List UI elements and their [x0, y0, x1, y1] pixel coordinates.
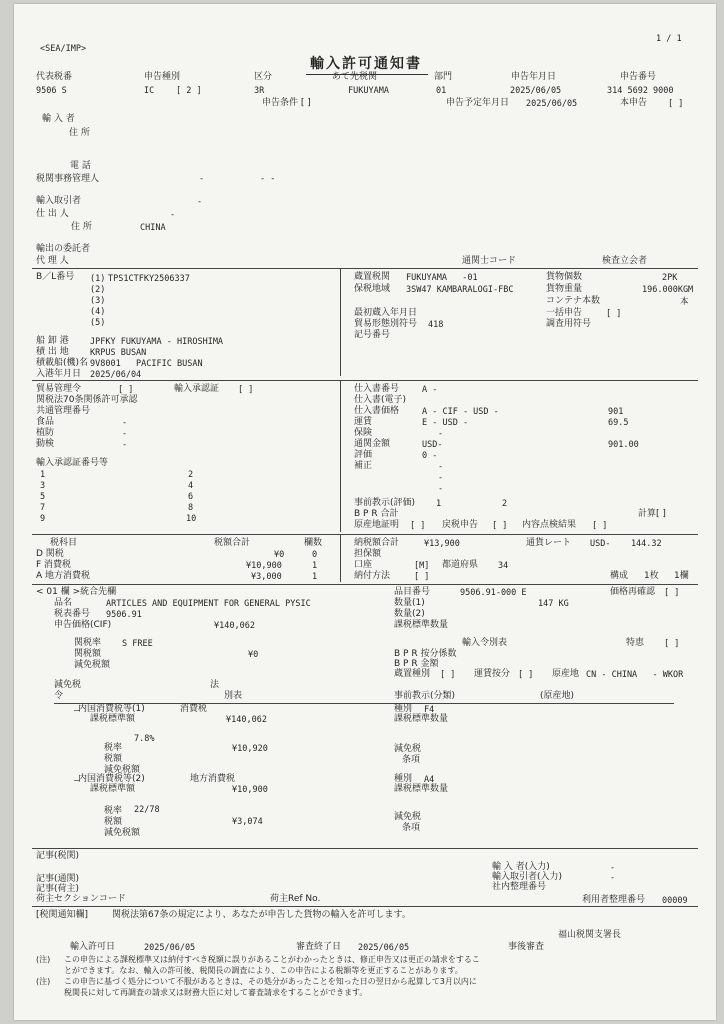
section-divider-item: [32, 584, 698, 585]
user-ref-value: 00009: [662, 896, 688, 906]
trade-control-label: 貿易管理令: [36, 384, 82, 394]
ctax-kind-label: 種別: [394, 704, 413, 714]
importer-phone-label: 電 話: [70, 161, 91, 171]
order-label: 令: [54, 691, 64, 701]
quantity2-label: 数量(2): [394, 609, 425, 619]
bonded-area-label: 保税地域: [354, 284, 391, 294]
insurance-dash: -: [438, 429, 444, 439]
document-title: 輸入許可通知書: [310, 56, 422, 72]
shipper-address-label: 住 所: [71, 222, 92, 232]
decl-type-bracket: [ 2 ]: [176, 86, 202, 96]
ltax-header: 内国消費税等(2): [78, 774, 145, 784]
trade-control-value: [ ]: [118, 385, 134, 395]
ctax-rate-label: 税率: [104, 743, 123, 753]
import-approval-label: 輸入承認証: [174, 384, 220, 394]
ctax-amount-label: 税額: [104, 754, 123, 764]
discharge-port-value: JPFKY FUKUYAMA - HIROSHIMA: [90, 337, 224, 347]
collateral-label: 担保額: [354, 549, 382, 559]
trade-type-value: 418: [428, 320, 444, 330]
note1-line1: この申告による課税標準又は納付すべき税額に誤りがあることがわかったときは、修正申告又は更正の請求をするこ: [64, 955, 480, 964]
ctax-clause-label: 条項: [402, 755, 421, 765]
law-label: 法: [210, 680, 220, 690]
rep-tariff-value: 9506 S: [36, 86, 67, 96]
declared-value-amount: ¥140,062: [214, 621, 255, 631]
article70-label: 関税法70条関係許可承認: [36, 395, 138, 405]
approval-slot-7: 7: [40, 503, 46, 513]
bl-index-1: (1): [90, 274, 106, 284]
drawback-value: [ ]: [492, 521, 508, 531]
appendix-label: 別表: [224, 691, 243, 701]
shipper-label: 仕 出 人: [36, 209, 69, 219]
product-name-label: 品名: [54, 598, 73, 608]
internal-ref-label: 社内整理番号: [492, 882, 547, 892]
ltax-name: 地方消費税: [190, 774, 236, 784]
customs-amount-value: 901.00: [608, 440, 639, 450]
ctax-exemption-label: 減免税額: [104, 765, 141, 775]
vessel-value: 9V8001 PACIFIC BUSAN: [90, 359, 203, 369]
advance-ruling-class-label: 事前教示(分類): [394, 691, 456, 701]
division-label: 部門: [434, 72, 453, 82]
post-audit-label: 事後審査: [508, 942, 545, 952]
prefecture-label: 都道府県: [442, 560, 479, 570]
arrival-date-value: 2025/06/04: [90, 370, 142, 380]
local-tax-amount: ¥3,000: [251, 572, 282, 582]
bl-index-5: (5): [90, 318, 106, 328]
preference-value: [ ]: [664, 639, 680, 649]
valuation-label: 評価: [354, 450, 373, 460]
ctax-kind-value: F4: [424, 705, 435, 715]
customs-amount-currency: USD-: [422, 440, 443, 450]
inspector-label: 検査立会者: [602, 256, 648, 266]
approval-slot-6: 6: [188, 492, 194, 502]
freight-value: 69.5: [608, 418, 629, 428]
bl-index-3: (3): [90, 296, 106, 306]
main-decl-label: 本申告: [620, 98, 648, 108]
exchange-rate-value: USD- 144.32: [590, 539, 662, 549]
duty-amount-value: ¥0: [248, 650, 259, 660]
planned-date-label: 申告予定年月日: [446, 98, 510, 108]
item-code-value: 9506.91-000 E: [460, 588, 527, 598]
import-approval-value: [ ]: [238, 385, 254, 395]
decl-number-value: 314 5692 9000: [607, 86, 674, 96]
survey-code-label: 調査用符号: [546, 319, 592, 329]
adjustment-dash-1: -: [438, 462, 444, 472]
ltax-kind-label: 種別: [394, 774, 413, 784]
freight-allocation-label: 運賃按分: [474, 669, 511, 679]
declared-value-label: 申告価格(CIF): [54, 620, 112, 630]
ltax-base-label: 課税標準額: [90, 784, 136, 794]
note2-marker: (注): [36, 977, 51, 986]
permits-column-divider: [340, 380, 341, 532]
price-recheck-value: [ ]: [664, 588, 680, 598]
advance-ruling-1: 1: [436, 499, 442, 509]
bpr-coefficient-label: B P R 按分係数: [394, 649, 457, 659]
bl-index-4: (4): [90, 307, 106, 317]
food-dash: -: [122, 418, 128, 428]
bl-index-2: (2): [90, 285, 106, 295]
duty-rate-label: 関税率: [74, 638, 102, 648]
adjustment-label: 補正: [354, 461, 373, 471]
note1-marker: (注): [36, 955, 51, 964]
plant-quarantine-dash: -: [122, 429, 128, 439]
broker-remarks-label: 記事(通関): [36, 874, 80, 884]
origin-value: CN - CHINA - WKOR: [586, 670, 684, 680]
ctax-base-label: 課税標準額: [90, 714, 136, 724]
bulk-decl-label: 一括申告: [546, 308, 583, 318]
duty-rate-value: S FREE: [122, 639, 153, 649]
category-value: 3R: [254, 86, 265, 96]
tax-payable-label: 納税額合計: [354, 538, 400, 548]
trader-dash: -: [197, 197, 203, 207]
item-section-divider: [54, 703, 674, 704]
inspection-result-value: [ ]: [592, 521, 608, 531]
advance-ruling-label: 事前教示(評価): [354, 498, 416, 508]
packages-label: 貨物個数: [546, 272, 583, 282]
decl-type-label: 申告種別: [144, 72, 181, 82]
price-recheck-label: 価格再確認: [610, 587, 656, 597]
division-value: 01: [436, 86, 447, 96]
ltax-amount-value: ¥3,074: [232, 817, 263, 827]
decl-number-label: 申告番号: [620, 72, 657, 82]
trader-label: 輸入取引者: [36, 196, 82, 206]
category-label: 区分: [254, 72, 273, 82]
valuation-value: 0 -: [422, 451, 438, 461]
preference-label: 特恵: [626, 638, 645, 648]
quantity1-value: 147 KG: [538, 599, 569, 609]
export-consignor-label: 輸出の委託者: [36, 244, 91, 254]
ctax-header: 内国消費税等(1): [78, 704, 145, 714]
invoice-price-value: 901: [608, 407, 624, 417]
container-count-unit: 本: [680, 297, 689, 307]
packages-value: 2PK: [662, 273, 678, 283]
invoice-electronic-label: 仕入書(電子): [354, 395, 407, 405]
weight-label: 貨物重量: [546, 284, 583, 294]
common-mgmt-label: 共通管理番号: [36, 406, 91, 416]
ltax-amount-label: 税額: [104, 817, 123, 827]
consumption-tax-label: F 消費税: [36, 560, 72, 570]
adjustment-dash-2: -: [438, 473, 444, 483]
item-code-label: 品目番号: [394, 587, 431, 597]
customs-remarks-label: 記事(税関): [36, 851, 80, 861]
bl-label: B／L番号: [36, 272, 75, 282]
broker-code-label: 通関士コード: [462, 256, 517, 266]
ctax-base-value: ¥140,062: [226, 715, 267, 725]
storage-type-value: [ ]: [440, 670, 456, 680]
animal-quarantine-dash: -: [122, 440, 128, 450]
approval-slot-4: 4: [188, 481, 194, 491]
product-name-value: ARTICLES AND EQUIPMENT FOR GENERAL PYSIC: [106, 599, 311, 609]
section-divider-permits: [32, 380, 698, 381]
rep-tariff-label: 代表税番: [36, 72, 73, 82]
import-order-label: 輸入令別表: [462, 638, 508, 648]
storage-customs-label: 蔵置税関: [354, 272, 391, 282]
bpr-total-label: B P R 合計: [354, 509, 399, 519]
origin-label: 原産地: [552, 669, 580, 679]
payment-method-value: [ ]: [414, 572, 430, 582]
account-value: [M]: [414, 561, 430, 571]
customs-duty-rows: 0: [312, 550, 318, 560]
note1-line2: とができます。なお、輸入の許可後、税関長の調査により、この申告による税額等を更正することがあります。: [64, 966, 463, 975]
inspection-result-label: 内容点検結果: [522, 520, 577, 530]
approval-slot-1: 1: [40, 470, 46, 480]
owner-ref-label: 荷主Ref No.: [270, 894, 321, 904]
freight-allocation-value: [ ]: [518, 670, 534, 680]
storage-type-label: 蔵置種別: [394, 669, 431, 679]
freight-terms: E - USD -: [422, 418, 469, 428]
decl-condition: 申告条件 [ ]: [262, 98, 311, 108]
owner-section-code-label: 荷主セクションコード: [36, 894, 126, 904]
customs-duty-label: D 関税: [36, 549, 64, 559]
discharge-port-label: 船 卸 港: [36, 336, 69, 346]
customs-amount-label: 通関金額: [354, 439, 391, 449]
ltax-exempt-label: 減免税: [394, 812, 422, 822]
loading-port-label: 積 出 地: [36, 347, 69, 357]
ctax-amount-value: ¥10,920: [232, 744, 268, 754]
customs-admin-dash: -: [199, 174, 205, 184]
note2-line1: この申告に基づく処分について不服があるときは、その処分があったことを知った日の翌日から起算して3月以内に: [64, 977, 477, 986]
approval-slot-3: 3: [40, 481, 46, 491]
planned-date-value: 2025/06/05: [526, 99, 578, 109]
tax-item-header: 税科目: [50, 538, 78, 548]
invoice-number-label: 仕入書番号: [354, 384, 400, 394]
tariff-number-label: 税表番号: [54, 609, 91, 619]
ltax-rate-value: 22/78: [134, 805, 160, 815]
exemption-label: 減免税: [54, 680, 82, 690]
ctax-rate-value: 7.8%: [134, 734, 155, 744]
container-count-label: コンテナ本数: [546, 296, 601, 306]
ltax-qty-label: 課税標準数量: [394, 784, 449, 794]
notice-text: 関税法第67条の規定により、あなたが申告した貨物の輸入を許可します。: [112, 910, 411, 920]
loading-port-value: KRPUS BUSAN: [90, 348, 147, 358]
weight-value: 196.000KGM: [642, 285, 694, 295]
drawback-label: 戻税申告: [442, 520, 479, 530]
approval-slot-5: 5: [40, 492, 46, 502]
customs-office: 福山税関支署長: [558, 930, 622, 940]
note2-line2: 税関長に対して再調査の請求又は財務大臣に対して審査請求をすることができます。: [64, 988, 368, 997]
quantity1-label: 数量(1): [394, 598, 425, 608]
owner-remarks-label: 記事(荷主): [36, 884, 80, 894]
user-ref-label: 利用者整理番号: [582, 895, 646, 905]
bpr-amount-label: B P R 金額: [394, 659, 439, 669]
storage-customs-value: FUKUYAMA -01: [406, 273, 478, 283]
duty-amount-label: 関税額: [74, 649, 102, 659]
page-number: 1 / 1: [656, 34, 682, 44]
importer-label: 輸 入 者: [42, 114, 75, 124]
trader-input-dash: -: [610, 873, 616, 883]
section-divider-notice: [32, 906, 698, 907]
tax-column-divider: [340, 534, 341, 582]
account-label: 口座: [354, 560, 373, 570]
tax-total-header: 税額合計: [214, 538, 251, 548]
local-tax-label: A 地方消費税: [36, 571, 91, 581]
ctax-name: 消費税: [180, 704, 208, 714]
bonded-area-value: 3SW47 KAMBARALOGI-FBC: [406, 285, 514, 295]
dest-customs-label: あて先税関: [332, 72, 378, 82]
permit-date-value: 2025/06/05: [144, 943, 196, 953]
invoice-price-label: 仕入書価格: [354, 406, 400, 416]
approval-slot-2: 2: [188, 470, 194, 480]
shipping-column-divider: [340, 268, 341, 376]
item-header: < 01 欄 >統合先欄: [36, 587, 117, 597]
section-divider-tax: [32, 534, 698, 535]
trader-input-label: 輸入取引者(入力): [492, 872, 563, 882]
ctax-qty-label: 課税標準数量: [394, 714, 449, 724]
insurance-label: 保険: [354, 428, 373, 438]
shipper-country: CHINA: [140, 223, 166, 233]
approval-slot-10: 10: [186, 514, 197, 524]
origin-ruling-label: (原産地): [540, 691, 575, 701]
advance-ruling-2: 2: [502, 499, 508, 509]
consumption-tax-rows: 1: [312, 561, 318, 571]
document-page: [14, 4, 716, 1020]
vessel-label: 積載船(機)名: [36, 358, 89, 368]
ltax-rate-label: 税率: [104, 806, 123, 816]
composition-sheets: 1枚: [644, 571, 659, 581]
taxable-quantity-label: 課税標準数量: [394, 620, 449, 630]
section-divider-remarks: [32, 848, 698, 849]
approval-numbers-label: 輸入承認証番号等: [36, 458, 109, 468]
shipper-dash: -: [170, 210, 176, 220]
plant-quarantine-label: 植防: [36, 428, 55, 438]
ltax-clause-label: 条項: [402, 823, 421, 833]
ctax-exempt-label: 減免税: [394, 744, 422, 754]
customs-admin-dashes: - -: [260, 174, 276, 184]
bulk-decl-value: [ ]: [606, 309, 622, 319]
origin-cert-value: [ ]: [410, 521, 426, 531]
approval-slot-9: 9: [40, 514, 46, 524]
duty-exemption-label: 減免税額: [74, 660, 111, 670]
approval-slot-8: 8: [188, 503, 194, 513]
calculation-label: 計算[ ]: [638, 509, 666, 519]
decl-type-value: IC: [144, 86, 155, 96]
form-code: <SEA/IMP>: [40, 44, 87, 54]
agent-label: 代 理 人: [36, 256, 69, 266]
trade-type-label: 貿易形態別符号: [354, 319, 418, 329]
composition-rows: 1欄: [674, 571, 689, 581]
marks-label: 記号番号: [354, 330, 391, 340]
main-decl-value: [ ]: [668, 99, 684, 109]
ltax-base-value: ¥10,900: [232, 785, 268, 795]
prefecture-value: 34: [498, 561, 509, 571]
notice-label: [税関通知欄]: [36, 910, 89, 920]
decl-date-label: 申告年月日: [511, 72, 557, 82]
animal-quarantine-label: 動検: [36, 439, 55, 449]
ltax-kind-value: A4: [424, 775, 435, 785]
food-label: 食品: [36, 417, 55, 427]
customs-admin-label: 税関事務管理人: [36, 174, 100, 184]
composition-label: 構成: [610, 571, 629, 581]
tariff-number-value: 9506.91: [106, 610, 142, 620]
payment-method-label: 納付方法: [354, 571, 391, 581]
exchange-rate-label: 通貨レート: [526, 538, 572, 548]
importer-address-label: 住 所: [69, 128, 90, 138]
consumption-tax-amount: ¥10,900: [246, 561, 282, 571]
tax-rows-header: 欄数: [304, 538, 323, 548]
tax-payable-value: ¥13,900: [424, 539, 460, 549]
section-divider-shipping: [32, 268, 698, 269]
adjustment-dash-3: -: [438, 484, 444, 494]
customs-duty-amount: ¥0: [274, 550, 285, 560]
arrival-date-label: 入港年月日: [36, 369, 82, 379]
importer-input-dash: -: [610, 863, 616, 873]
importer-input-label: 輸 入 者(入力): [492, 862, 550, 872]
decl-date-value: 2025/06/05: [510, 86, 562, 96]
review-end-value: 2025/06/05: [358, 943, 410, 953]
dest-customs-value: FUKUYAMA: [348, 86, 389, 96]
origin-cert-label: 原産地証明: [354, 520, 400, 530]
ltax-exemption-label: 減免税額: [104, 828, 141, 838]
invoice-number-value: A -: [422, 385, 438, 395]
permit-date-label: 輸入許可日: [70, 942, 116, 952]
bl-number-1: TPS1CTFKY2506337: [108, 274, 190, 284]
local-tax-rows: 1: [312, 572, 318, 582]
invoice-price-terms: A - CIF - USD -: [422, 407, 499, 417]
first-storage-date-label: 最初蔵入年月日: [354, 308, 418, 318]
review-end-label: 審査終了日: [296, 942, 342, 952]
freight-label: 運賃: [354, 417, 373, 427]
